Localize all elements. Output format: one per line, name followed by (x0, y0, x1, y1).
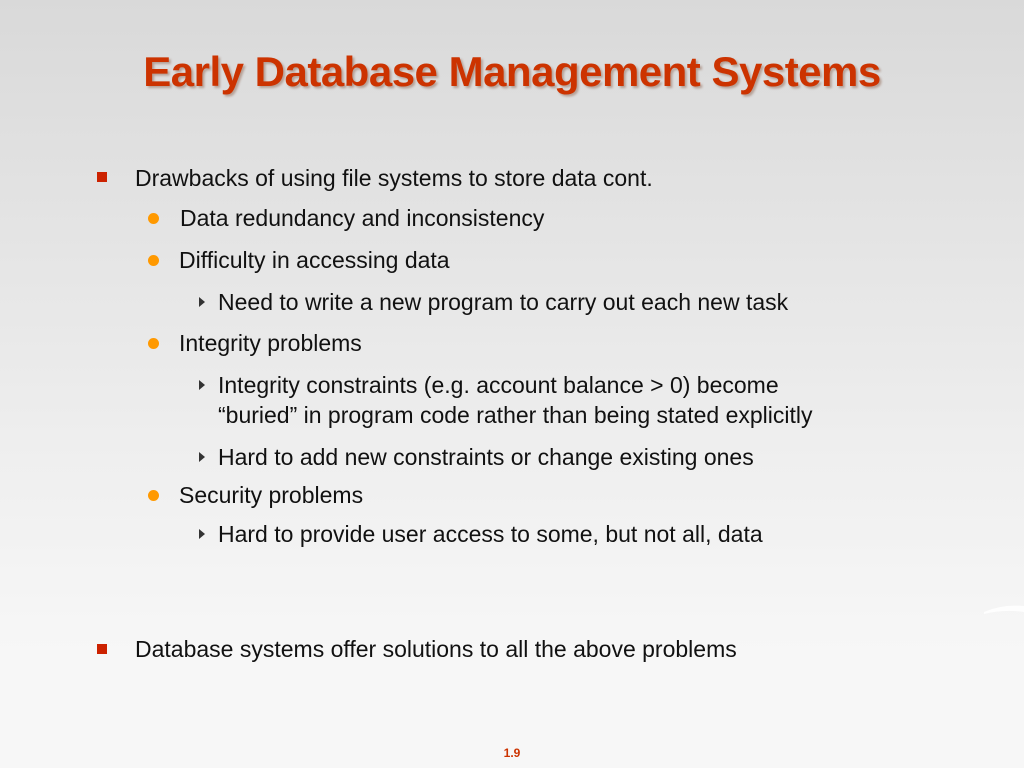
bullet-text: Integrity constraints (e.g. account balance > 0) become (218, 372, 779, 398)
round-bullet-icon (148, 255, 159, 266)
square-bullet-icon (97, 644, 107, 654)
round-bullet-icon (148, 213, 159, 224)
triangle-bullet-icon (199, 529, 205, 539)
bullet-text: Difficulty in accessing data (179, 247, 450, 273)
bullet-text: Database systems offer solutions to all the above problems (135, 636, 737, 662)
page-number: 1.9 (503, 746, 521, 760)
bullet-text: Need to write a new program to carry out each new task (218, 289, 789, 315)
bullet-text: Hard to add new constraints or change existing ones (218, 444, 754, 470)
bullet-text-continuation: “buried” in program code rather than being stated explicitly (218, 402, 813, 428)
triangle-bullet-icon (199, 380, 205, 390)
square-bullet-icon (97, 172, 107, 182)
bullet-text: Security problems (179, 482, 364, 508)
round-bullet-icon (148, 490, 159, 501)
decorative-swoosh-icon (984, 598, 1024, 628)
round-bullet-icon (148, 338, 159, 349)
bullet-text: Data redundancy and inconsistency (180, 205, 545, 231)
slide-title: Early Database Management Systems (143, 48, 881, 95)
bullet-text: Drawbacks of using file systems to store data cont. (135, 165, 653, 191)
bullet-text: Hard to provide user access to some, but not all, data (218, 521, 763, 547)
triangle-bullet-icon (199, 297, 205, 307)
bullet-text: Integrity problems (179, 330, 362, 356)
triangle-bullet-icon (199, 452, 205, 462)
